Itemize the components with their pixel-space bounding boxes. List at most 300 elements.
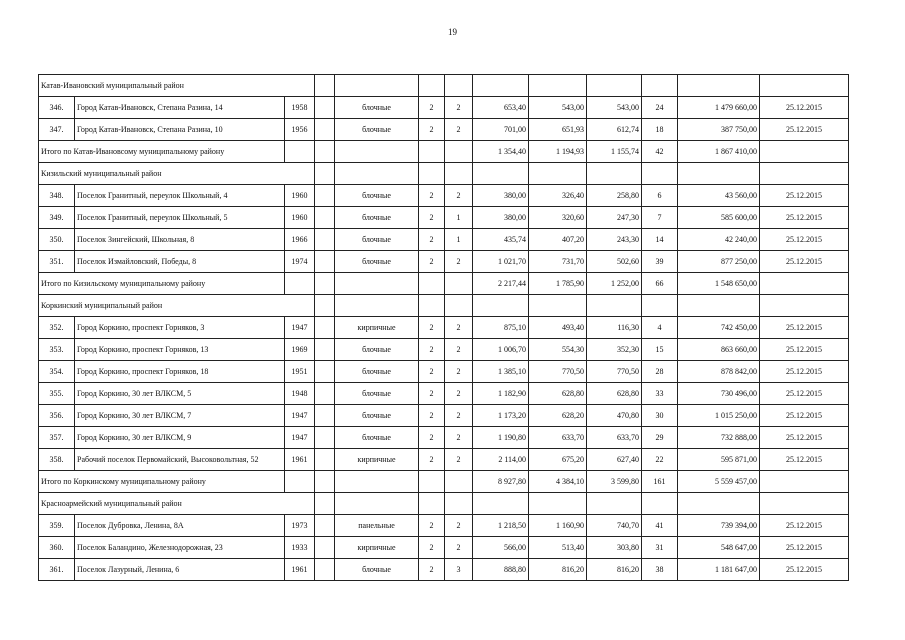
row-number: 356. <box>39 405 75 427</box>
deadline-date: 25.12.2015 <box>760 317 849 339</box>
floors: 2 <box>419 97 445 119</box>
wall-material: блочные <box>335 559 419 581</box>
empty-cell <box>315 471 335 493</box>
empty-cell <box>760 141 849 163</box>
resettled-area: 770,50 <box>587 361 642 383</box>
cost: 548 647,00 <box>678 537 760 559</box>
living-area: 326,40 <box>529 185 587 207</box>
total-area: 701,00 <box>473 119 529 141</box>
residents-count: 18 <box>642 119 678 141</box>
address: Город Коркино, проспект Горняков, 3 <box>75 317 285 339</box>
empty-cell <box>445 273 473 295</box>
entrances: 2 <box>445 515 473 537</box>
empty-cell <box>315 295 335 317</box>
row-number: 355. <box>39 383 75 405</box>
empty-cell <box>315 141 335 163</box>
empty-cell <box>642 493 678 515</box>
total-area: 1 354,40 <box>473 141 529 163</box>
living-area: 513,40 <box>529 537 587 559</box>
section-header-row <box>39 75 849 97</box>
year-built: 1958 <box>285 97 315 119</box>
year-built: 1951 <box>285 361 315 383</box>
deadline-date: 25.12.2015 <box>760 339 849 361</box>
deadline-date: 25.12.2015 <box>760 251 849 273</box>
living-area: 770,50 <box>529 361 587 383</box>
table-row <box>39 119 849 141</box>
empty-cell <box>445 141 473 163</box>
resettled-area: 628,80 <box>587 383 642 405</box>
entrances: 2 <box>445 317 473 339</box>
empty-cell <box>445 75 473 97</box>
empty-cell <box>445 163 473 185</box>
table-row <box>39 185 849 207</box>
total-area: 1 385,10 <box>473 361 529 383</box>
empty-cell <box>760 471 849 493</box>
section-total-row <box>39 141 849 163</box>
table-row <box>39 515 849 537</box>
address: Город Коркино, проспект Горняков, 18 <box>75 361 285 383</box>
cost: 863 660,00 <box>678 339 760 361</box>
year-built: 1960 <box>285 185 315 207</box>
wall-material: блочные <box>335 405 419 427</box>
resettled-area: 740,70 <box>587 515 642 537</box>
entrances: 2 <box>445 339 473 361</box>
empty-cell <box>285 141 315 163</box>
empty-cell <box>760 75 849 97</box>
floors: 2 <box>419 405 445 427</box>
cost: 42 240,00 <box>678 229 760 251</box>
floors: 2 <box>419 427 445 449</box>
empty-cell <box>335 141 419 163</box>
empty-cell <box>419 493 445 515</box>
entrances: 2 <box>445 383 473 405</box>
residents-count: 22 <box>642 449 678 471</box>
empty-cell <box>315 317 335 339</box>
floors: 2 <box>419 185 445 207</box>
entrances: 1 <box>445 229 473 251</box>
empty-cell <box>445 295 473 317</box>
living-area: 1 194,93 <box>529 141 587 163</box>
empty-cell <box>315 361 335 383</box>
resettled-area: 1 252,00 <box>587 273 642 295</box>
empty-cell <box>315 537 335 559</box>
section-total-row <box>39 273 849 295</box>
row-number: 348. <box>39 185 75 207</box>
empty-cell <box>315 229 335 251</box>
empty-cell <box>315 427 335 449</box>
residents-count: 66 <box>642 273 678 295</box>
cost: 1 181 647,00 <box>678 559 760 581</box>
empty-cell <box>587 75 642 97</box>
empty-cell <box>529 75 587 97</box>
empty-cell <box>678 163 760 185</box>
deadline-date: 25.12.2015 <box>760 537 849 559</box>
entrances: 3 <box>445 559 473 581</box>
table-row <box>39 405 849 427</box>
row-number: 360. <box>39 537 75 559</box>
resettled-area: 502,60 <box>587 251 642 273</box>
empty-cell <box>315 251 335 273</box>
address: Поселок Измайловский, Победы, 8 <box>75 251 285 273</box>
cost: 585 600,00 <box>678 207 760 229</box>
entrances: 2 <box>445 537 473 559</box>
floors: 2 <box>419 515 445 537</box>
residents-count: 41 <box>642 515 678 537</box>
residents-count: 24 <box>642 97 678 119</box>
empty-cell <box>315 559 335 581</box>
cost: 1 867 410,00 <box>678 141 760 163</box>
table-row <box>39 427 849 449</box>
total-area: 2 217,44 <box>473 273 529 295</box>
year-built: 1933 <box>285 537 315 559</box>
empty-cell <box>678 493 760 515</box>
empty-cell <box>473 75 529 97</box>
empty-cell <box>335 163 419 185</box>
resettled-area: 247,30 <box>587 207 642 229</box>
empty-cell <box>473 163 529 185</box>
wall-material: блочные <box>335 251 419 273</box>
living-area: 493,40 <box>529 317 587 339</box>
cost: 1 548 650,00 <box>678 273 760 295</box>
wall-material: блочные <box>335 185 419 207</box>
deadline-date: 25.12.2015 <box>760 207 849 229</box>
total-area: 1 218,50 <box>473 515 529 537</box>
deadline-date: 25.12.2015 <box>760 361 849 383</box>
resettled-area: 3 599,80 <box>587 471 642 493</box>
row-number: 350. <box>39 229 75 251</box>
section-title: Катав-Ивановский муниципальный район <box>39 75 315 97</box>
empty-cell <box>445 493 473 515</box>
address: Поселок Баландино, Железнодорожная, 23 <box>75 537 285 559</box>
empty-cell <box>529 493 587 515</box>
floors: 2 <box>419 229 445 251</box>
table-row <box>39 97 849 119</box>
cost: 877 250,00 <box>678 251 760 273</box>
living-area: 543,00 <box>529 97 587 119</box>
cost: 595 871,00 <box>678 449 760 471</box>
empty-cell <box>678 295 760 317</box>
empty-cell <box>419 273 445 295</box>
wall-material: блочные <box>335 361 419 383</box>
empty-cell <box>315 515 335 537</box>
total-label: Итого по Коркинскому муниципальному району <box>39 471 285 493</box>
table-row <box>39 559 849 581</box>
floors: 2 <box>419 449 445 471</box>
empty-cell <box>760 493 849 515</box>
address: Город Коркино, 30 лет ВЛКСМ, 7 <box>75 405 285 427</box>
floors: 2 <box>419 251 445 273</box>
section-total-row <box>39 471 849 493</box>
entrances: 2 <box>445 97 473 119</box>
resettled-area: 243,30 <box>587 229 642 251</box>
address: Поселок Дубровка, Ленина, 8А <box>75 515 285 537</box>
floors: 2 <box>419 537 445 559</box>
deadline-date: 25.12.2015 <box>760 229 849 251</box>
address: Поселок Гранитный, переулок Школьный, 4 <box>75 185 285 207</box>
year-built: 1966 <box>285 229 315 251</box>
empty-cell <box>335 295 419 317</box>
cost: 878 842,00 <box>678 361 760 383</box>
floors: 2 <box>419 207 445 229</box>
wall-material: кирпичные <box>335 537 419 559</box>
empty-cell <box>315 383 335 405</box>
wall-material: блочные <box>335 229 419 251</box>
deadline-date: 25.12.2015 <box>760 119 849 141</box>
empty-cell <box>419 75 445 97</box>
total-area: 653,40 <box>473 97 529 119</box>
deadline-date: 25.12.2015 <box>760 405 849 427</box>
empty-cell <box>445 471 473 493</box>
floors: 2 <box>419 119 445 141</box>
total-area: 380,00 <box>473 207 529 229</box>
total-area: 1 006,70 <box>473 339 529 361</box>
empty-cell <box>315 75 335 97</box>
total-area: 566,00 <box>473 537 529 559</box>
total-area: 1 190,80 <box>473 427 529 449</box>
entrances: 1 <box>445 207 473 229</box>
year-built: 1960 <box>285 207 315 229</box>
cost: 1 015 250,00 <box>678 405 760 427</box>
table-row <box>39 207 849 229</box>
residents-count: 14 <box>642 229 678 251</box>
residents-count: 38 <box>642 559 678 581</box>
empty-cell <box>335 75 419 97</box>
empty-cell <box>642 75 678 97</box>
section-header-row <box>39 493 849 515</box>
empty-cell <box>642 295 678 317</box>
empty-cell <box>678 75 760 97</box>
empty-cell <box>587 493 642 515</box>
deadline-date: 25.12.2015 <box>760 427 849 449</box>
wall-material: блочные <box>335 339 419 361</box>
living-area: 320,60 <box>529 207 587 229</box>
empty-cell <box>315 119 335 141</box>
wall-material: панельные <box>335 515 419 537</box>
total-label: Итого по Катав-Ивановсому муниципальному району <box>39 141 285 163</box>
total-area: 875,10 <box>473 317 529 339</box>
row-number: 346. <box>39 97 75 119</box>
section-header-row <box>39 163 849 185</box>
floors: 2 <box>419 383 445 405</box>
row-number: 354. <box>39 361 75 383</box>
total-area: 435,74 <box>473 229 529 251</box>
row-number: 352. <box>39 317 75 339</box>
year-built: 1973 <box>285 515 315 537</box>
residents-count: 6 <box>642 185 678 207</box>
table-row <box>39 449 849 471</box>
living-area: 1 160,90 <box>529 515 587 537</box>
resettled-area: 612,74 <box>587 119 642 141</box>
wall-material: блочные <box>335 207 419 229</box>
wall-material: блочные <box>335 383 419 405</box>
year-built: 1948 <box>285 383 315 405</box>
address: Город Катав-Ивановск, Степана Разина, 10 <box>75 119 285 141</box>
table-row <box>39 317 849 339</box>
section-title: Красноармейский муниципальный район <box>39 493 315 515</box>
resettled-area: 258,80 <box>587 185 642 207</box>
year-built: 1947 <box>285 427 315 449</box>
table-row <box>39 537 849 559</box>
living-area: 675,20 <box>529 449 587 471</box>
living-area: 628,80 <box>529 383 587 405</box>
entrances: 2 <box>445 185 473 207</box>
section-title: Коркинский муниципальный район <box>39 295 315 317</box>
year-built: 1947 <box>285 317 315 339</box>
address: Рабочий поселок Первомайский, Высоковольтная, 52 <box>75 449 285 471</box>
living-area: 816,20 <box>529 559 587 581</box>
year-built: 1974 <box>285 251 315 273</box>
year-built: 1947 <box>285 405 315 427</box>
cost: 742 450,00 <box>678 317 760 339</box>
row-number: 361. <box>39 559 75 581</box>
entrances: 2 <box>445 427 473 449</box>
residents-count: 15 <box>642 339 678 361</box>
empty-cell <box>335 273 419 295</box>
year-built: 1961 <box>285 449 315 471</box>
total-area: 1 021,70 <box>473 251 529 273</box>
resettled-area: 633,70 <box>587 427 642 449</box>
cost: 1 479 660,00 <box>678 97 760 119</box>
housing-registry-table <box>38 74 849 581</box>
row-number: 353. <box>39 339 75 361</box>
year-built: 1969 <box>285 339 315 361</box>
address: Поселок Гранитный, переулок Школьный, 5 <box>75 207 285 229</box>
deadline-date: 25.12.2015 <box>760 515 849 537</box>
cost: 739 394,00 <box>678 515 760 537</box>
address: Город Коркино, проспект Горняков, 13 <box>75 339 285 361</box>
empty-cell <box>529 295 587 317</box>
living-area: 1 785,90 <box>529 273 587 295</box>
empty-cell <box>419 295 445 317</box>
section-title: Кизильский муниципальный район <box>39 163 315 185</box>
resettled-area: 1 155,74 <box>587 141 642 163</box>
row-number: 359. <box>39 515 75 537</box>
cost: 732 888,00 <box>678 427 760 449</box>
table-row <box>39 361 849 383</box>
cost: 5 559 457,00 <box>678 471 760 493</box>
row-number: 347. <box>39 119 75 141</box>
empty-cell <box>419 163 445 185</box>
residents-count: 7 <box>642 207 678 229</box>
address: Город Коркино, 30 лет ВЛКСМ, 5 <box>75 383 285 405</box>
cost: 387 750,00 <box>678 119 760 141</box>
total-area: 1 173,20 <box>473 405 529 427</box>
empty-cell <box>335 471 419 493</box>
total-area: 888,80 <box>473 559 529 581</box>
residents-count: 39 <box>642 251 678 273</box>
empty-cell <box>587 295 642 317</box>
cost: 43 560,00 <box>678 185 760 207</box>
row-number: 351. <box>39 251 75 273</box>
empty-cell <box>529 163 587 185</box>
section-header-row <box>39 295 849 317</box>
entrances: 2 <box>445 251 473 273</box>
living-area: 628,20 <box>529 405 587 427</box>
empty-cell <box>315 97 335 119</box>
living-area: 4 384,10 <box>529 471 587 493</box>
empty-cell <box>760 273 849 295</box>
empty-cell <box>760 295 849 317</box>
row-number: 358. <box>39 449 75 471</box>
resettled-area: 816,20 <box>587 559 642 581</box>
living-area: 731,70 <box>529 251 587 273</box>
empty-cell <box>315 405 335 427</box>
total-area: 1 182,90 <box>473 383 529 405</box>
empty-cell <box>315 339 335 361</box>
deadline-date: 25.12.2015 <box>760 185 849 207</box>
resettled-area: 543,00 <box>587 97 642 119</box>
deadline-date: 25.12.2015 <box>760 449 849 471</box>
floors: 2 <box>419 339 445 361</box>
resettled-area: 116,30 <box>587 317 642 339</box>
empty-cell <box>285 273 315 295</box>
total-area: 380,00 <box>473 185 529 207</box>
total-area: 2 114,00 <box>473 449 529 471</box>
address: Поселок Лазурный, Ленина, 6 <box>75 559 285 581</box>
empty-cell <box>473 295 529 317</box>
wall-material: блочные <box>335 119 419 141</box>
empty-cell <box>419 141 445 163</box>
empty-cell <box>642 163 678 185</box>
residents-count: 29 <box>642 427 678 449</box>
deadline-date: 25.12.2015 <box>760 559 849 581</box>
empty-cell <box>315 273 335 295</box>
resettled-area: 352,30 <box>587 339 642 361</box>
address: Поселок Зингейский, Школьная, 8 <box>75 229 285 251</box>
wall-material: кирпичные <box>335 317 419 339</box>
empty-cell <box>285 471 315 493</box>
wall-material: блочные <box>335 97 419 119</box>
cost: 730 496,00 <box>678 383 760 405</box>
entrances: 2 <box>445 405 473 427</box>
resettled-area: 303,80 <box>587 537 642 559</box>
living-area: 554,30 <box>529 339 587 361</box>
living-area: 633,70 <box>529 427 587 449</box>
residents-count: 161 <box>642 471 678 493</box>
deadline-date: 25.12.2015 <box>760 383 849 405</box>
year-built: 1961 <box>285 559 315 581</box>
floors: 2 <box>419 559 445 581</box>
residents-count: 33 <box>642 383 678 405</box>
row-number: 349. <box>39 207 75 229</box>
entrances: 2 <box>445 449 473 471</box>
residents-count: 31 <box>642 537 678 559</box>
wall-material: кирпичные <box>335 449 419 471</box>
empty-cell <box>315 207 335 229</box>
total-area: 8 927,80 <box>473 471 529 493</box>
deadline-date: 25.12.2015 <box>760 97 849 119</box>
resettled-area: 627,40 <box>587 449 642 471</box>
row-number: 357. <box>39 427 75 449</box>
floors: 2 <box>419 361 445 383</box>
empty-cell <box>473 493 529 515</box>
table-row <box>39 229 849 251</box>
floors: 2 <box>419 317 445 339</box>
living-area: 651,93 <box>529 119 587 141</box>
empty-cell <box>760 163 849 185</box>
page-number: 19 <box>448 27 457 37</box>
entrances: 2 <box>445 119 473 141</box>
empty-cell <box>419 471 445 493</box>
living-area: 407,20 <box>529 229 587 251</box>
resettled-area: 470,80 <box>587 405 642 427</box>
empty-cell <box>315 163 335 185</box>
year-built: 1956 <box>285 119 315 141</box>
empty-cell <box>335 493 419 515</box>
empty-cell <box>315 185 335 207</box>
empty-cell <box>315 449 335 471</box>
residents-count: 28 <box>642 361 678 383</box>
